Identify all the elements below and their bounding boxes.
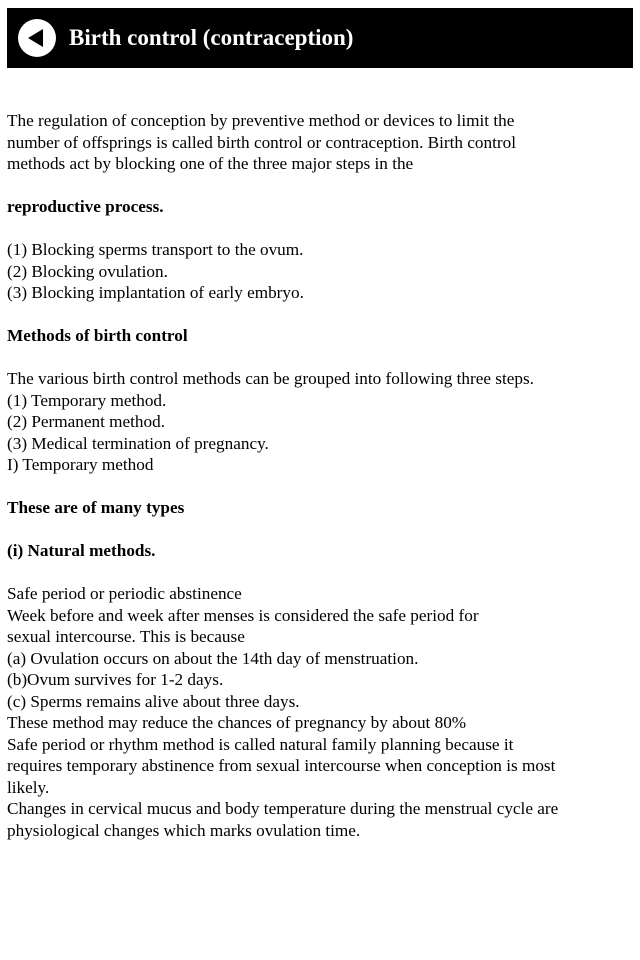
rhythm-line-1: Safe period or rhythm method is called natural family planning because it: [7, 734, 514, 754]
method-item-1: (1) Temporary method.: [7, 390, 167, 410]
temporary-method-heading: I) Temporary method: [7, 455, 154, 474]
step-item-2: (2) Blocking ovulation.: [7, 261, 168, 281]
intro-line-3: methods act by blocking one of the three major steps in the: [7, 154, 414, 173]
rhythm-line-2: requires temporary abstinence from sexual intercourse when conception is most: [7, 756, 556, 775]
reason-item-c: (c) Sperms remains alive about three days.: [7, 691, 300, 711]
intro-line-1: The regulation of conception by preventive method or devices to limit the: [7, 111, 515, 130]
reduce-chance-line: These method may reduce the chances of pregnancy by about 80%: [7, 713, 467, 732]
step-item-3: (3) Blocking implantation of early embryo.: [7, 283, 304, 302]
changes-line-2: physiological changes which marks ovulation time.: [7, 820, 361, 840]
intro-line-2: number of offsprings is called birth control or contraception. Birth control: [7, 132, 516, 152]
safe-period-line-3: sexual intercourse. This is because: [7, 627, 245, 646]
article-body: [7, 110, 633, 841]
method-item-3: (3) Medical termination of pregnancy.: [7, 433, 269, 453]
heading-natural-methods: (i) Natural methods.: [7, 541, 156, 560]
heading-methods: Methods of birth control: [7, 326, 188, 345]
heading-reproductive-process: reproductive process.: [7, 197, 164, 216]
methods-intro: The various birth control methods can be grouped into following three steps.: [7, 369, 534, 388]
header-bar: [7, 8, 633, 68]
changes-line-1: Changes in cervical mucus and body temperature during the menstrual cycle are: [7, 799, 559, 818]
reason-item-b: (b)Ovum survives for 1-2 days.: [7, 670, 224, 689]
page-title: Birth control (contraception): [69, 25, 354, 50]
safe-period-line-2: Week before and week after menses is considered the safe period for: [7, 605, 479, 625]
safe-period-line-1: Safe period or periodic abstinence: [7, 584, 242, 603]
back-arrow-icon: [18, 19, 56, 57]
reason-item-a: (a) Ovulation occurs on about the 14th day of menstruation.: [7, 648, 419, 668]
back-button[interactable]: [18, 19, 56, 57]
heading-types: These are of many types: [7, 498, 185, 517]
method-item-2: (2) Permanent method.: [7, 412, 165, 431]
rhythm-line-3: likely.: [7, 777, 50, 797]
step-item-1: (1) Blocking sperms transport to the ovum.: [7, 240, 304, 259]
